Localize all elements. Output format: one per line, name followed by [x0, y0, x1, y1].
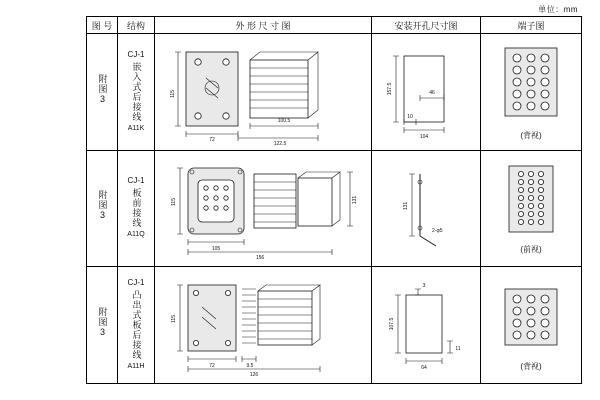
row2-structure-code-top: CJ-1 — [127, 176, 145, 186]
header-outline-dimensions: 外 形 尺 寸 图 — [155, 17, 372, 34]
svg-text:156: 156 — [255, 255, 265, 261]
row1-hole-cell — [372, 34, 481, 151]
svg-text:104: 104 — [419, 133, 429, 140]
table-header-row — [87, 17, 582, 34]
row1-structure-code-top: CJ-1 — [127, 49, 145, 59]
row2-outline-drawing — [158, 156, 368, 260]
svg-text:3: 3 — [422, 283, 426, 290]
row3-drawing-no: 附图3 — [97, 307, 108, 339]
specification-table — [86, 16, 582, 384]
row2-hole-dim-phi: 2-φ5 — [432, 228, 443, 235]
row3-structure-code-top: CJ-1 — [127, 278, 145, 288]
row2-outline-cell — [155, 150, 372, 267]
svg-text:9.5: 9.5 — [246, 363, 254, 370]
svg-text:131: 131 — [352, 196, 358, 205]
row3-terminal-drawing — [483, 279, 579, 363]
table-row — [87, 34, 582, 151]
row2-terminal-drawing — [483, 162, 579, 246]
header-terminal: 端子图 — [481, 17, 582, 34]
header-drawing-no: 图 号 — [87, 17, 118, 34]
row1-structure-text: 嵌入式后接线 — [131, 61, 142, 122]
row3-structure-cell — [118, 267, 155, 384]
svg-text:107.5: 107.5 — [389, 317, 395, 331]
header-mounting-hole: 安装开孔尺寸图 — [372, 17, 481, 34]
svg-text:72: 72 — [209, 136, 215, 143]
svg-text:10: 10 — [407, 113, 413, 120]
row2-terminal-cell — [481, 150, 582, 267]
svg-text:72: 72 — [209, 363, 215, 370]
row1-structure-code-bottom: A11K — [127, 124, 145, 132]
row1-structure-cell — [118, 34, 155, 151]
row2-hole-cell — [372, 150, 481, 267]
row1-drawing-no-cell — [87, 34, 118, 151]
row1-drawing-no: 附图3 — [97, 73, 108, 105]
row3-outline-cell — [155, 267, 372, 384]
row1-terminal-drawing — [483, 42, 579, 132]
svg-text:115: 115 — [171, 315, 177, 324]
row2-structure-cell — [118, 150, 155, 267]
row2-structure-text: 板前接线 — [131, 188, 142, 229]
row1-terminal-cell — [481, 34, 582, 151]
row3-structure-text: 凸出式板后接线 — [131, 290, 142, 361]
svg-text:131: 131 — [403, 202, 409, 211]
row1-hole-drawing — [374, 38, 478, 146]
row3-outline-drawing — [158, 273, 368, 377]
row1-terminal-caption: (背视) — [520, 131, 542, 141]
svg-text:105: 105 — [211, 246, 221, 253]
row3-hole-drawing — [374, 275, 478, 375]
row2-drawing-no-cell — [87, 150, 118, 267]
row3-hole-cell — [372, 267, 481, 384]
row3-structure-code-bottom: A11H — [127, 363, 145, 371]
row2-drawing-no: 附图3 — [97, 190, 108, 222]
row3-terminal-caption: (背视) — [520, 361, 542, 371]
row2-structure-code-bottom: A11Q — [127, 231, 145, 239]
svg-text:100.5: 100.5 — [277, 117, 291, 124]
header-structure: 结构 — [118, 17, 155, 34]
table-row — [87, 150, 582, 267]
svg-text:46: 46 — [429, 89, 435, 96]
svg-text:122.5: 122.5 — [273, 140, 287, 146]
svg-text:126: 126 — [249, 372, 259, 378]
svg-text:115: 115 — [170, 89, 176, 98]
row3-terminal-cell — [481, 267, 582, 384]
table-row — [87, 267, 582, 384]
row2-terminal-caption: (前视) — [520, 244, 542, 254]
row3-drawing-no-cell — [87, 267, 118, 384]
row1-outline-cell — [155, 34, 372, 151]
unit-note: 单位：mm — [538, 5, 578, 14]
svg-text:115: 115 — [171, 198, 177, 207]
svg-text:157.5: 157.5 — [387, 82, 393, 96]
row2-hole-drawing — [374, 158, 478, 258]
svg-text:11: 11 — [455, 346, 461, 353]
svg-text:64: 64 — [421, 365, 427, 372]
row1-outline-drawing — [158, 38, 368, 146]
